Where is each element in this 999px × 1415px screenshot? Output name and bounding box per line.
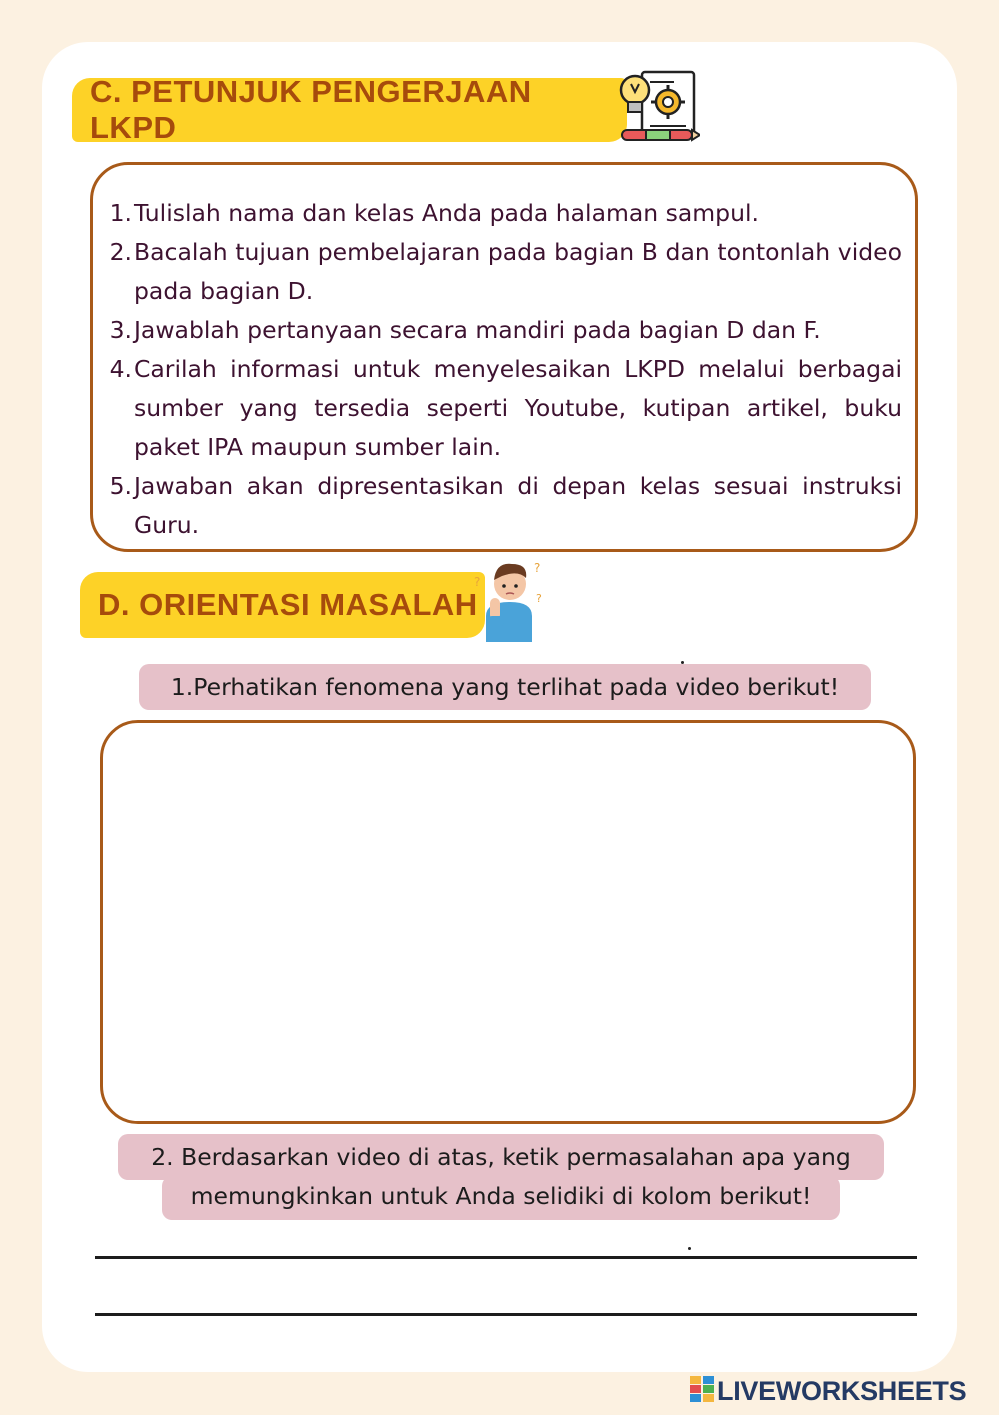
question-2-text-line1: 2. Berdasarkan video di atas, ketik permasalahan apa yang — [151, 1143, 851, 1171]
section-d-title — [80, 572, 485, 638]
list-item — [106, 194, 902, 233]
section-c-title-text: C. PETUNJUK PENGERJAAN LKPD — [90, 74, 532, 145]
list-item-text: Jawaban akan dipresentasikan di depan kelas sesuai instruksi Guru. — [134, 472, 902, 539]
list-item-text: Jawablah pertanyaan secara mandiri pada bagian D dan F. — [134, 316, 821, 344]
question-2-label-continued — [162, 1176, 840, 1220]
question-2-label — [118, 1134, 884, 1180]
answer-input-line-1[interactable] — [95, 1256, 917, 1259]
svg-text:?: ? — [534, 561, 541, 575]
list-item-number: 2. — [109, 238, 132, 266]
brand-name: LIVEWORKSHEETS — [717, 1375, 967, 1406]
question-2-text-line2: memungkinkan untuk Anda selidiki di kolom berikut! — [190, 1182, 812, 1210]
brand-footer[interactable] — [690, 1376, 990, 1406]
svg-text:?: ? — [474, 575, 481, 589]
list-item — [106, 467, 902, 545]
idea-gear-document-icon — [616, 68, 700, 152]
question-1-label — [139, 664, 871, 710]
answer-input-line-2[interactable] — [95, 1313, 917, 1316]
list-item-number: 4. — [109, 355, 132, 383]
list-item — [106, 233, 902, 311]
list-item-number: 5. — [109, 472, 132, 500]
instructions-list — [106, 194, 902, 545]
list-item-number: 1. — [109, 199, 132, 227]
list-item-text: Bacalah tujuan pembelajaran pada bagian B dan tontonlah video pada bagian D. — [134, 238, 902, 305]
section-d-title-text: D. ORIENTASI MASALAH — [98, 587, 478, 622]
list-item-text: Tulislah nama dan kelas Anda pada halaman sampul. — [134, 199, 759, 227]
question-1-text: 1.Perhatikan fenomena yang terlihat pada video berikut! — [170, 673, 840, 701]
video-embed-area[interactable] — [100, 720, 916, 1124]
list-item-text: Carilah informasi untuk menyelesaikan LKPD melalui berbagai sumber yang tersedia seperti Youtube, kutipan artikel, buku paket IPA maupun sumber lain. — [134, 355, 902, 461]
list-item-number: 3. — [109, 316, 132, 344]
list-item — [106, 311, 902, 350]
liveworksheets-logo-icon — [690, 1376, 714, 1406]
thinking-person-icon — [472, 556, 548, 646]
list-item — [106, 350, 902, 467]
decorative-dot — [688, 1247, 691, 1250]
section-c-title — [72, 74, 627, 145]
decorative-dot — [681, 661, 684, 664]
svg-text:?: ? — [536, 592, 542, 605]
